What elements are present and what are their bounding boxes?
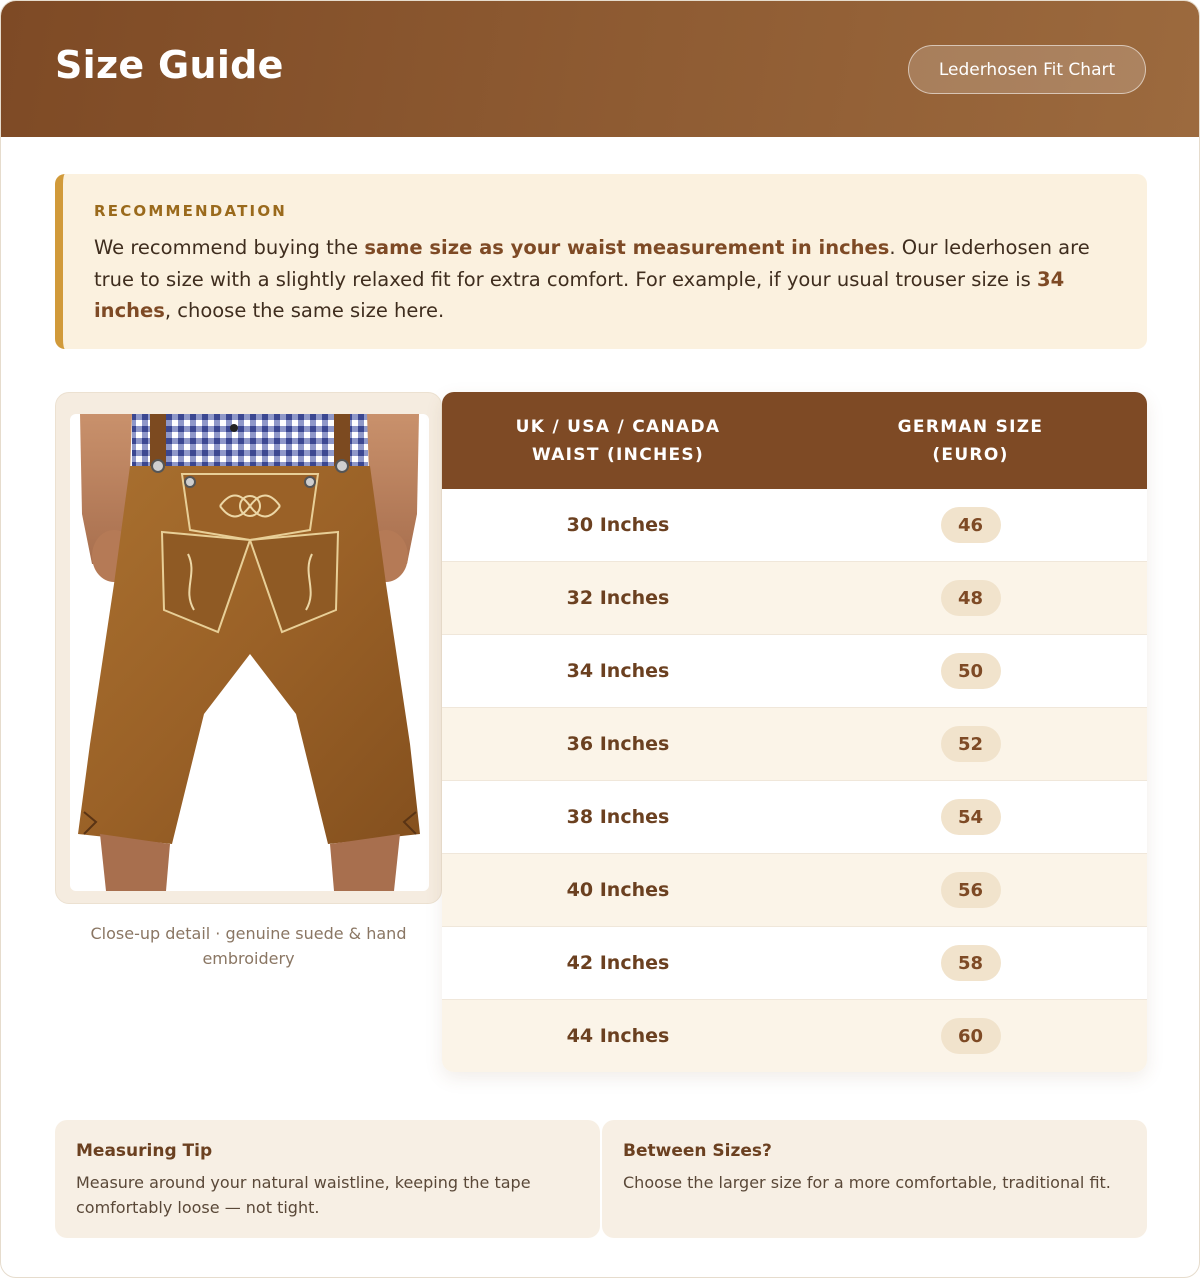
recommendation-highlight: same size as your waist measurement in inches <box>364 236 890 259</box>
german-size-cell <box>794 708 1147 780</box>
recommendation-box <box>55 174 1147 349</box>
recommendation-label: RECOMMENDATION <box>94 202 288 220</box>
header <box>1 1 1200 137</box>
table-row <box>442 708 1147 781</box>
german-size-cell <box>794 854 1147 926</box>
german-size-pill: 52 <box>941 726 1001 762</box>
german-size-cell <box>794 781 1147 853</box>
us-waist-cell: 40 Inches <box>566 879 670 901</box>
size-chart-table <box>442 392 1147 1072</box>
tip-text: Measure around your natural waistline, keeping the tape comfortably loose — not tight. <box>76 1173 531 1217</box>
fit-chart-badge: Lederhosen Fit Chart <box>908 45 1146 94</box>
german-size-cell <box>794 635 1147 707</box>
german-size-cell <box>794 562 1147 634</box>
column-header-german-size: GERMAN SIZE (EURO) <box>897 416 1044 465</box>
german-size-pill: 50 <box>941 653 1001 689</box>
german-size-pill: 58 <box>941 945 1001 981</box>
product-photo-frame <box>55 392 442 904</box>
german-size-cell <box>794 927 1147 999</box>
german-size-pill: 54 <box>941 799 1001 835</box>
recommendation-text <box>94 232 1129 327</box>
table-header <box>442 392 1147 489</box>
table-row <box>442 781 1147 854</box>
tip-title: Measuring Tip <box>76 1141 213 1161</box>
recommendation-highlight: 34 inches <box>94 267 1065 322</box>
table-row <box>442 927 1147 1000</box>
measuring-tip-card <box>55 1120 600 1238</box>
us-waist-cell: 34 Inches <box>566 660 670 682</box>
german-size-pill: 56 <box>941 872 1001 908</box>
recommendation-text-part: , choose the same size here. <box>164 299 445 322</box>
us-waist-cell: 42 Inches <box>566 952 670 974</box>
table-row <box>442 854 1147 927</box>
recommendation-text-part: . Our lederhosen are true to size with a slightly relaxed fit for extra comfort. For example, if your usual trouser size is <box>94 236 1090 291</box>
us-waist-cell: 38 Inches <box>566 806 670 828</box>
german-size-cell <box>794 1000 1147 1072</box>
german-size-pill: 48 <box>941 580 1001 616</box>
table-body <box>442 489 1147 1072</box>
german-size-pill: 46 <box>941 507 1001 543</box>
lederhosen-illustration <box>70 414 429 891</box>
table-row <box>442 562 1147 635</box>
photo-caption: Close-up detail · genuine suede & hand embroidery <box>90 924 407 968</box>
recommendation-text-part: We recommend buying the <box>94 236 365 259</box>
us-waist-cell: 36 Inches <box>566 733 670 755</box>
tip-text: Choose the larger size for a more comfortable, traditional fit. <box>623 1173 1111 1192</box>
german-size-cell <box>794 489 1147 561</box>
table-row <box>442 1000 1147 1072</box>
us-waist-cell: 44 Inches <box>566 1025 670 1047</box>
german-size-pill: 60 <box>941 1018 1001 1054</box>
us-waist-cell: 30 Inches <box>566 514 670 536</box>
tip-title: Between Sizes? <box>623 1141 772 1161</box>
page-title: Size Guide <box>55 43 284 87</box>
column-header-us-waist: UK / USA / CANADA WAIST (INCHES) <box>515 416 721 465</box>
us-waist-cell: 32 Inches <box>566 587 670 609</box>
table-row <box>442 489 1147 562</box>
between-sizes-card <box>602 1120 1147 1238</box>
lederhosen-photo <box>70 414 429 891</box>
table-row <box>442 635 1147 708</box>
